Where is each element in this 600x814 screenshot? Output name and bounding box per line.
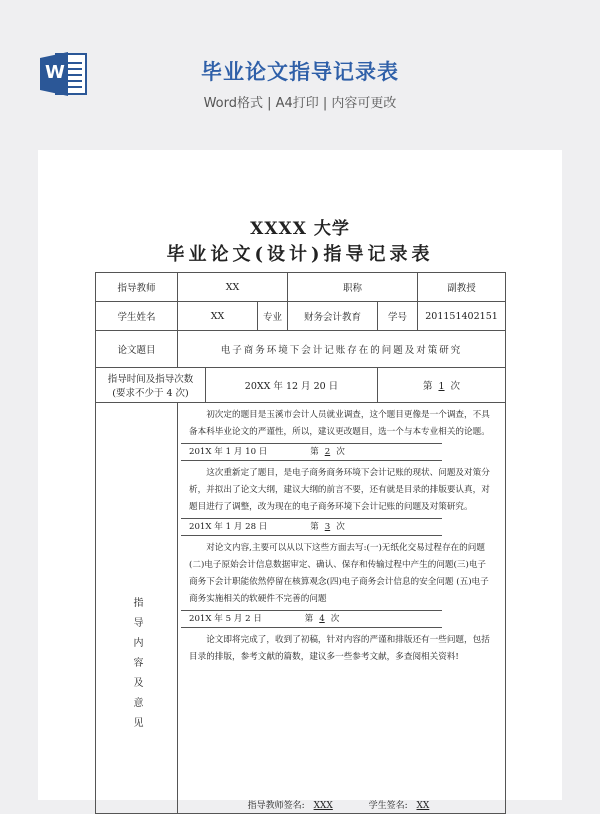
rank-value: 副教授	[418, 273, 506, 302]
guidance-label-cell	[96, 403, 178, 814]
student-value: XX	[178, 302, 258, 331]
advisor-signature-value: XXX	[313, 801, 333, 811]
advisor-label: 指导教师	[96, 273, 178, 302]
record-table	[95, 272, 506, 814]
entry-date-row-3	[181, 518, 442, 536]
page-header	[0, 0, 600, 150]
student-signature-value: XX	[416, 801, 430, 811]
table-row	[96, 302, 506, 331]
table-row	[96, 331, 506, 368]
table-row	[96, 368, 506, 403]
entry-date: 201X 年 1 月 28 日	[189, 522, 268, 532]
guidance-entry-2: 这次重新定了题目，是电子商务商务环境下会计记账的现状、问题及对策分析，并拟出了论文大纲，建议大纲的前言不要，还有就是目录的排版要认真，对题目进行了调整，改为现在的电子商务环境下会计记账的问题及对策研究。	[189, 468, 490, 512]
entry-count: 第 2 次	[310, 447, 345, 457]
rank-label: 职称	[288, 273, 418, 302]
table-row	[96, 273, 506, 302]
count-suffix: 次	[450, 381, 461, 392]
count-prefix: 第	[422, 381, 433, 392]
guidance-cell	[178, 403, 506, 814]
student-signature-label: 学生签名:	[368, 801, 408, 811]
entry-count: 第 4 次	[304, 614, 340, 624]
advisor-value: XX	[178, 273, 288, 302]
advisor-signature-label: 指导教师签名:	[247, 801, 305, 811]
page-subtitle: Word格式 | A4打印 | 内容可更改	[203, 96, 397, 111]
entry-date-row-2	[181, 443, 442, 461]
document-title: 毕业论文(设计)指导记录表	[166, 244, 434, 265]
entry-date-row-4	[181, 610, 442, 628]
time-label	[96, 368, 206, 403]
major-value: 财务会计教育	[288, 302, 378, 331]
topic-label: 论文题目	[96, 331, 178, 368]
first-date: 20XX 年 12 月 20 日	[206, 368, 378, 403]
time-label-line2: (要求不少于 4 次)	[112, 388, 189, 399]
entry-date: 201X 年 1 月 10 日	[189, 447, 268, 457]
university-name: XXXX 大学	[250, 219, 350, 239]
topic-value: 电子商务环境下会计记账存在的问题及对策研究	[178, 331, 506, 368]
page-title: 毕业论文指导记录表	[201, 60, 399, 84]
entry-date: 201X 年 5 月 2 日	[189, 614, 262, 624]
entry-count: 第 3 次	[310, 522, 345, 532]
time-label-line1: 指导时间及指导次数	[107, 374, 194, 385]
count-value: 1	[438, 381, 445, 392]
id-value: 201151402151	[418, 302, 506, 331]
document-page	[38, 150, 562, 811]
id-label: 学号	[378, 302, 418, 331]
guidance-entry-3: 对论文内容,主要可以从以下这些方面去写:(一)无纸化交易过程存在的问题(二)电子原始会计信息数据审定、确认、保存和传输过程中产生的问题(三)电子商务下会计职能依然停留在核算观念(四)电子商务会计信息的安全问题 (五)电子商务实施相关的软硬件不完善的问题	[189, 543, 489, 604]
table-row	[96, 403, 506, 814]
student-label: 学生姓名	[96, 302, 178, 331]
guidance-label: 指导内容及意见	[131, 596, 142, 737]
guidance-content	[181, 403, 502, 813]
first-count	[378, 368, 506, 403]
word-icon-letter: W	[45, 62, 65, 83]
guidance-entry-1: 初次定的题目是玉溪市会计人员就业调查，这个题目更像是一个调查，不具备本科毕业论文的严谨性，所以，建议更改题目，选一个与本专业相关的论题。	[189, 410, 490, 437]
guidance-entry-4: 论文即将完成了，收到了初稿，针对内容的严谨和排版还有一些问题，包括目录的排版，参考文献的篇数，建议多一些参考文献，多查阅相关资料!	[189, 635, 490, 662]
major-label: 专业	[258, 302, 288, 331]
